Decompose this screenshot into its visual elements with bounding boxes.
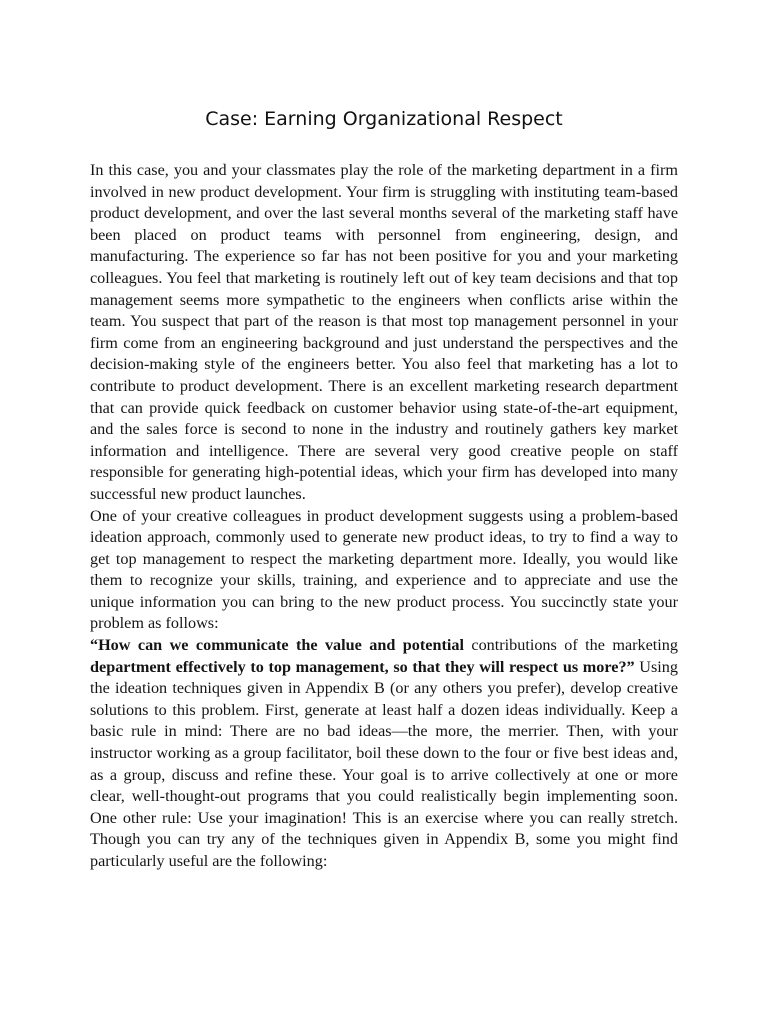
paragraph-problem-statement [90, 635, 678, 873]
paragraph-case-intro: In this case, you and your classmates play the role of the marketing department in a firm involved in new product development. Your firm is struggling with instituting team-based product development, and over the last several months several of the marketing staff have been placed on product teams with personnel from engineering, design, and manufacturing. The experience so far has not been positive for you and your marketing colleagues. You feel that marketing is routinely left out of key team decisions and that top management seems more sympathetic to the engineers when conflicts arise within the team. You suspect that part of the reason is that most top management personnel in your firm come from an engineering background and just understand the perspectives and the decision-making style of the engineers better. You also feel that marketing has a lot to contribute to product development. There is an excellent marketing research department that can provide quick feedback on customer behavior using state-of-the-art equipment, and the sales force is second to none in the industry and routinely gathers key market information and intelligence. There are several very good creative people on staff responsible for generating high-potential ideas, which your firm has developed into many successful new product launches. [90, 161, 678, 503]
document-body [90, 160, 678, 873]
problem-question-bold-end: department effectively to top management, so that they will respect us more?” [90, 657, 635, 676]
problem-question-bold-start: “How can we communicate the value and potential [90, 636, 464, 655]
problem-question-normal: contributions of the marketing [463, 636, 678, 655]
page-title: Case: Earning Organizational Respect [205, 108, 563, 130]
paragraph-instructions: Using the ideation techniques given in Appendix B (or any others you prefer), develop creative solutions to this problem. First, generate at least half a dozen ideas individually. Keep a basic rule in mind: There are no bad ideas—the more, the merrier. Then, with your instructor working as a group facilitator, boil these down to the four or five best ideas and, as a group, discuss and refine these. Your goal is to arrive collectively at one or more clear, well-thought-out programs that you could realistically begin implementing soon. One other rule: Use your imagination! This is an exercise where you can really stretch. Though you can try any of the techniques given in Appendix B, some you might find particularly useful are the following: [90, 657, 678, 870]
paragraph-ideation-approach: One of your creative colleagues in product development suggests using a problem-based ideation approach, commonly used to generate new product ideas, to try to find a way to get top management to respect the marketing department more. Ideally, you would like them to recognize your skills, training, and experience and to appreciate and use the unique information you can bring to the new product process. You succinctly state your problem as follows: [90, 506, 678, 633]
